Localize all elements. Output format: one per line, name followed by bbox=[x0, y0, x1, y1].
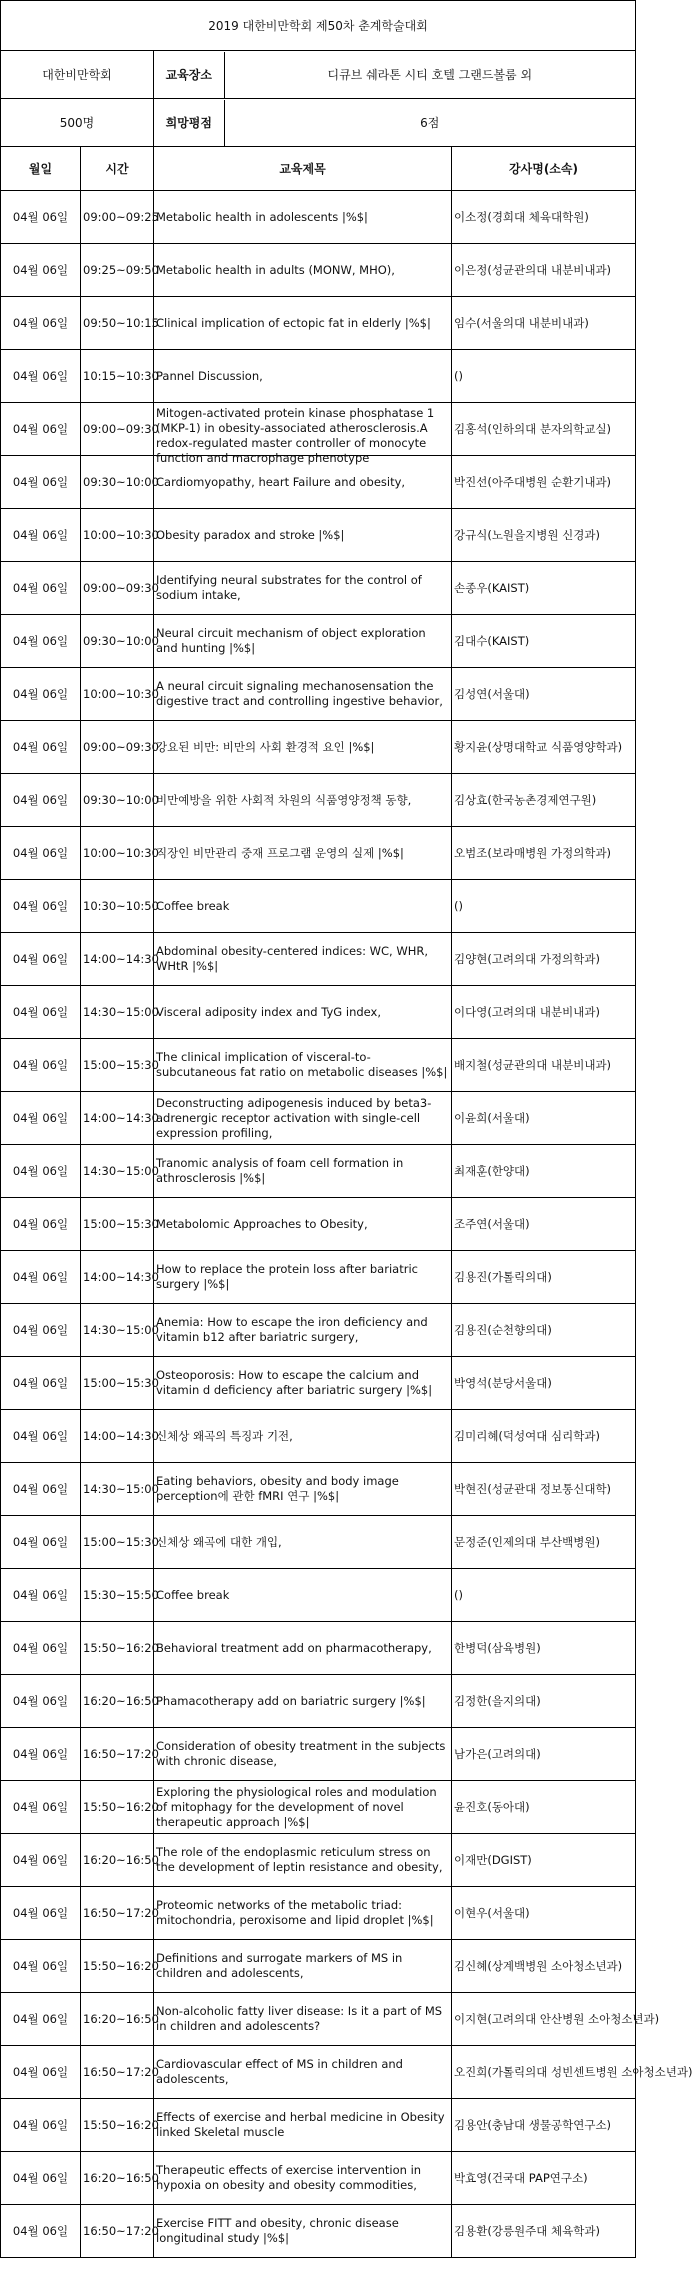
session-time: 14:00~14:30 bbox=[83, 1110, 159, 1125]
session-speaker: 이은정(성균관의대 내분비내과) bbox=[454, 262, 612, 277]
session-date: 04월 06일 bbox=[12, 1481, 69, 1496]
session-title: Mitogen-activated protein kinase phosphatase 1 (MKP-1) in obesity-associated atherosclerosis.A redox-regulated master controller of monocyte function and macrophage phenotype bbox=[156, 406, 435, 465]
session-time: 09:00~09:30 bbox=[83, 421, 159, 436]
session-time: 15:00~15:30 bbox=[83, 1216, 159, 1231]
session-time: 15:00~15:30 bbox=[83, 1057, 159, 1072]
session-speaker: 이소정(경희대 체육대학원) bbox=[454, 209, 589, 224]
session-speaker: 강규식(노원을지병원 신경과) bbox=[454, 527, 600, 542]
session-time: 16:50~17:20 bbox=[83, 2223, 159, 2238]
organizer: 대한비만학회 bbox=[1, 51, 154, 99]
table-row bbox=[1, 1675, 636, 1728]
session-speaker: () bbox=[454, 1587, 463, 1602]
session-date: 04월 06일 bbox=[12, 845, 69, 860]
table-row bbox=[1, 2046, 636, 2099]
session-time: 10:00~10:30 bbox=[83, 527, 159, 542]
session-time: 15:30~15:50 bbox=[83, 1587, 159, 1602]
table-row bbox=[1, 403, 636, 456]
session-title: Coffee break bbox=[156, 898, 230, 913]
table-row bbox=[1, 986, 636, 1039]
session-speaker: 김대수(KAIST) bbox=[454, 633, 530, 648]
session-date: 04월 06일 bbox=[12, 1057, 69, 1072]
session-date: 04월 06일 bbox=[12, 421, 69, 436]
session-date: 04월 06일 bbox=[12, 2170, 69, 2185]
session-date: 04월 06일 bbox=[12, 315, 69, 330]
title-row bbox=[1, 1, 636, 51]
session-time: 09:00~09:30 bbox=[83, 580, 159, 595]
session-time: 14:00~14:30 bbox=[83, 951, 159, 966]
score-label: 희망평점 bbox=[154, 100, 224, 146]
session-speaker: 배지철(성균관의대 내분비내과) bbox=[454, 1057, 612, 1072]
session-speaker: 박진선(아주대병원 순환기내과) bbox=[454, 474, 612, 489]
session-title: Metabolic health in adolescents |%$| bbox=[156, 209, 368, 224]
venue-row bbox=[1, 51, 636, 99]
session-date: 04월 06일 bbox=[12, 580, 69, 595]
session-date: 04월 06일 bbox=[12, 633, 69, 648]
session-speaker: 한병덕(삼육병원) bbox=[454, 1640, 541, 1655]
session-title: Cardiomyopathy, heart Failure and obesity, bbox=[156, 474, 406, 489]
session-time: 14:00~14:30 bbox=[83, 1428, 159, 1443]
table-row bbox=[1, 1092, 636, 1145]
session-title: Eating behaviors, obesity and body image perception에 관한 fMRI 연구 |%$| bbox=[156, 1474, 399, 1503]
session-speaker: 이윤희(서울대) bbox=[454, 1110, 530, 1125]
table-row bbox=[1, 1569, 636, 1622]
table-row bbox=[1, 1357, 636, 1410]
table-row bbox=[1, 721, 636, 774]
table-row bbox=[1, 1887, 636, 1940]
session-date: 04월 06일 bbox=[12, 1746, 69, 1761]
session-date: 04월 06일 bbox=[12, 474, 69, 489]
session-title: 직장인 비만관리 중재 프로그램 운영의 실제 |%$| bbox=[156, 845, 404, 860]
session-date: 04월 06일 bbox=[12, 262, 69, 277]
session-time: 16:20~16:50 bbox=[83, 2170, 159, 2185]
session-speaker: 김신혜(상계백병원 소아청소년과) bbox=[454, 1958, 623, 1973]
table-row bbox=[1, 1781, 636, 1834]
table-row bbox=[1, 615, 636, 668]
session-speaker: 황지윤(상명대학교 식품영양학과) bbox=[454, 739, 623, 754]
session-date: 04월 06일 bbox=[12, 2117, 69, 2132]
session-time: 10:00~10:30 bbox=[83, 845, 159, 860]
session-time: 16:20~16:50 bbox=[83, 1852, 159, 1867]
session-title: Tranomic analysis of foam cell formation in athrosclerosis |%$| bbox=[156, 1156, 404, 1185]
session-date: 04월 06일 bbox=[12, 1110, 69, 1125]
session-title: Anemia: How to escape the iron deficiency and vitamin b12 after bariatric surgery, bbox=[156, 1315, 428, 1344]
session-date: 04월 06일 bbox=[12, 2011, 69, 2026]
table-row bbox=[1, 1940, 636, 1993]
session-time: 09:25~09:50 bbox=[83, 262, 159, 277]
session-date: 04월 06일 bbox=[12, 209, 69, 224]
session-title: The clinical implication of visceral-to-subcutaneous fat ratio on metabolic diseases |%$| bbox=[156, 1050, 448, 1079]
table-row bbox=[1, 933, 636, 986]
session-time: 14:30~15:00 bbox=[83, 1163, 159, 1178]
session-date: 04월 06일 bbox=[12, 739, 69, 754]
session-speaker: 김상효(한국농촌경제연구원) bbox=[454, 792, 597, 807]
session-speaker: 임수(서울의대 내분비내과) bbox=[454, 315, 589, 330]
session-date: 04월 06일 bbox=[12, 1269, 69, 1284]
session-title: Metabolic health in adults (MONW, MHO), bbox=[156, 262, 395, 277]
session-speaker: 박효영(건국대 PAP연구소) bbox=[454, 2170, 588, 2185]
session-title: 신체상 왜곡의 특징과 기전, bbox=[156, 1428, 293, 1443]
session-time: 16:50~17:20 bbox=[83, 1746, 159, 1761]
session-time: 14:30~15:00 bbox=[83, 1481, 159, 1496]
session-time: 15:00~15:30 bbox=[83, 1375, 159, 1390]
session-title: Therapeutic effects of exercise intervention in hypoxia on obesity and obesity commodities, bbox=[156, 2163, 422, 2192]
session-title: Proteomic networks of the metabolic triad: mitochondria, peroxisome and lipid droplet |%$| bbox=[156, 1898, 434, 1927]
session-date: 04월 06일 bbox=[12, 1958, 69, 1973]
table-row bbox=[1, 2205, 636, 2258]
table-row bbox=[1, 1993, 636, 2046]
session-speaker: 김양현(고려의대 가정의학과) bbox=[454, 951, 600, 966]
session-date: 04월 06일 bbox=[12, 2223, 69, 2238]
session-time: 09:30~10:00 bbox=[83, 633, 159, 648]
session-speaker: 이재만(DGIST) bbox=[454, 1852, 532, 1867]
session-date: 04월 06일 bbox=[12, 1905, 69, 1920]
session-speaker: () bbox=[454, 898, 463, 913]
session-time: 15:50~16:20 bbox=[83, 1799, 159, 1814]
table-row bbox=[1, 827, 636, 880]
session-title: Cardiovascular effect of MS in children and adolescents, bbox=[156, 2057, 403, 2086]
session-speaker: 김성연(서울대) bbox=[454, 686, 530, 701]
column-header-row bbox=[1, 147, 636, 191]
session-time: 10:30~10:50 bbox=[83, 898, 159, 913]
session-time: 10:15~10:30 bbox=[83, 368, 159, 383]
session-time: 10:00~10:30 bbox=[83, 686, 159, 701]
session-date: 04월 06일 bbox=[12, 1534, 69, 1549]
session-date: 04월 06일 bbox=[12, 1852, 69, 1867]
session-date: 04월 06일 bbox=[12, 951, 69, 966]
table-row bbox=[1, 1410, 636, 1463]
table-row bbox=[1, 562, 636, 615]
session-title: How to replace the protein loss after bariatric surgery |%$| bbox=[156, 1262, 418, 1291]
session-date: 04월 06일 bbox=[12, 2064, 69, 2079]
session-title: Exercise FITT and obesity, chronic disease longitudinal study |%$| bbox=[156, 2216, 399, 2245]
session-speaker: 조주연(서울대) bbox=[454, 1216, 530, 1231]
capacity-row bbox=[1, 99, 636, 147]
session-title: Visceral adiposity index and TyG index, bbox=[156, 1004, 381, 1019]
session-speaker: 오진희(가톨릭의대 성빈센트병원 소아청소년과) bbox=[454, 2064, 692, 2079]
table-row bbox=[1, 774, 636, 827]
document-title: 2019 대한비만학회 제50차 춘계학술대회 bbox=[1, 1, 636, 51]
session-title: Consideration of obesity treatment in the subjects with chronic disease, bbox=[156, 1739, 446, 1768]
table-row bbox=[1, 297, 636, 350]
session-date: 04월 06일 bbox=[12, 1216, 69, 1231]
session-speaker: 김정한(을지의대) bbox=[454, 1693, 541, 1708]
session-title: 신체상 왜곡에 대한 개입, bbox=[156, 1534, 282, 1549]
session-speaker: 김용진(가톨릭의대) bbox=[454, 1269, 552, 1284]
session-date: 04월 06일 bbox=[12, 1375, 69, 1390]
session-time: 15:50~16:20 bbox=[83, 1958, 159, 1973]
session-title: Phamacotherapy add on bariatric surgery |%$| bbox=[156, 1693, 426, 1708]
session-title: Abdominal obesity-centered indices: WC, WHR, WHtR |%$| bbox=[156, 944, 428, 973]
session-speaker: 김용진(순천향의대) bbox=[454, 1322, 552, 1337]
session-time: 15:50~16:20 bbox=[83, 2117, 159, 2132]
session-speaker: 남가은(고려의대) bbox=[454, 1746, 541, 1761]
session-title: Clinical implication of ectopic fat in elderly |%$| bbox=[156, 315, 431, 330]
session-date: 04월 06일 bbox=[12, 1428, 69, 1443]
capacity: 500명 bbox=[1, 99, 154, 147]
session-title: Osteoporosis: How to escape the calcium and vitamin d deficiency after bariatric surgery |%$| bbox=[156, 1368, 433, 1397]
session-title: 강요된 비만: 비만의 사회 환경적 요인 |%$| bbox=[156, 739, 375, 754]
session-title: Deconstructing adipogenesis induced by beta3-adrenergic receptor activation with single-cell expression profiling, bbox=[156, 1095, 432, 1140]
session-time: 09:30~10:00 bbox=[83, 792, 159, 807]
column-header-date: 월일 bbox=[1, 147, 81, 191]
session-speaker: 윤진호(동아대) bbox=[454, 1799, 530, 1814]
table-row bbox=[1, 1198, 636, 1251]
session-speaker: 박영석(분당서울대) bbox=[454, 1375, 552, 1390]
session-title: Coffee break bbox=[156, 1587, 230, 1602]
session-speaker: 문정준(인제의대 부산백병원) bbox=[454, 1534, 600, 1549]
session-date: 04월 06일 bbox=[12, 686, 69, 701]
session-speaker: 박현진(성균관대 정보통신대학) bbox=[454, 1481, 612, 1496]
column-header-time: 시간 bbox=[81, 147, 154, 191]
session-speaker: 김용환(강릉원주대 체육학과) bbox=[454, 2223, 600, 2238]
session-title: A neural circuit signaling mechanosensation the digestive tract and controlling ingestive behavior, bbox=[156, 679, 443, 708]
session-title: 비만예방을 위한 사회적 차원의 식품영양정책 동향, bbox=[156, 792, 412, 807]
session-title: Effects of exercise and herbal medicine in Obesity linked Skeletal muscle bbox=[156, 2110, 445, 2139]
table-row bbox=[1, 1728, 636, 1781]
session-time: 09:30~10:00 bbox=[83, 474, 159, 489]
venue-label: 교육장소 bbox=[154, 52, 224, 98]
session-speaker: 오범조(보라매병원 가정의학과) bbox=[454, 845, 612, 860]
table-row bbox=[1, 244, 636, 297]
session-date: 04월 06일 bbox=[12, 1587, 69, 1602]
session-speaker: 최재훈(한양대) bbox=[454, 1163, 530, 1178]
session-title: Pannel Discussion, bbox=[156, 368, 263, 383]
session-time: 16:20~16:50 bbox=[83, 1693, 159, 1708]
table-row bbox=[1, 1463, 636, 1516]
session-date: 04월 06일 bbox=[12, 1004, 69, 1019]
session-date: 04월 06일 bbox=[12, 368, 69, 383]
session-time: 09:50~10:15 bbox=[83, 315, 159, 330]
session-time: 16:50~17:20 bbox=[83, 1905, 159, 1920]
session-date: 04월 06일 bbox=[12, 898, 69, 913]
session-time: 16:20~16:50 bbox=[83, 2011, 159, 2026]
session-speaker: 김홍석(인하의대 분자의학교실) bbox=[454, 421, 612, 436]
session-speaker: () bbox=[454, 368, 463, 383]
session-title: Exploring the physiological roles and modulation of mitophagy for the development of novel therapeutic approach |%$| bbox=[156, 1784, 437, 1829]
table-row bbox=[1, 509, 636, 562]
session-time: 16:50~17:20 bbox=[83, 2064, 159, 2079]
session-time: 14:30~15:00 bbox=[83, 1322, 159, 1337]
table-row bbox=[1, 880, 636, 933]
session-date: 04월 06일 bbox=[12, 1163, 69, 1178]
table-row bbox=[1, 2152, 636, 2205]
session-speaker: 이지현(고려의대 안산병원 소아청소년과) bbox=[454, 2011, 660, 2026]
session-speaker: 이다영(고려의대 내분비내과) bbox=[454, 1004, 600, 1019]
session-time: 14:30~15:00 bbox=[83, 1004, 159, 1019]
session-date: 04월 06일 bbox=[12, 1322, 69, 1337]
session-speaker: 김미리혜(덕성여대 심리학과) bbox=[454, 1428, 600, 1443]
session-date: 04월 06일 bbox=[12, 1640, 69, 1655]
session-title: Metabolomic Approaches to Obesity, bbox=[156, 1216, 368, 1231]
session-title: Neural circuit mechanism of object exploration and hunting |%$| bbox=[156, 626, 426, 655]
session-title: Non-alcoholic fatty liver disease: Is it a part of MS in children and adolescents? bbox=[156, 2004, 443, 2033]
session-speaker: 김용안(충남대 생물공학연구소) bbox=[454, 2117, 612, 2132]
session-title: Identifying neural substrates for the control of sodium intake, bbox=[156, 573, 422, 602]
session-time: 14:00~14:30 bbox=[83, 1269, 159, 1284]
venue-value: 디큐브 쉐라톤 시티 호텔 그랜드볼룸 외 bbox=[327, 68, 533, 82]
table-row bbox=[1, 1251, 636, 1304]
session-date: 04월 06일 bbox=[12, 1799, 69, 1814]
table-row bbox=[1, 1834, 636, 1887]
session-time: 15:50~16:20 bbox=[83, 1640, 159, 1655]
session-date: 04월 06일 bbox=[12, 792, 69, 807]
table-row bbox=[1, 1516, 636, 1569]
session-title: Behavioral treatment add on pharmacotherapy, bbox=[156, 1640, 432, 1655]
session-time: 15:00~15:30 bbox=[83, 1534, 159, 1549]
session-date: 04월 06일 bbox=[12, 1693, 69, 1708]
session-speaker: 이현우(서울대) bbox=[454, 1905, 530, 1920]
column-header-title: 교육제목 bbox=[154, 147, 452, 191]
table-row bbox=[1, 1622, 636, 1675]
session-time: 09:00~09:30 bbox=[83, 739, 159, 754]
table-row bbox=[1, 1039, 636, 1092]
session-speaker: 손종우(KAIST) bbox=[454, 580, 530, 595]
table-row bbox=[1, 1145, 636, 1198]
table-row bbox=[1, 668, 636, 721]
session-title: The role of the endoplasmic reticulum stress on the development of leptin resistance and obesity, bbox=[156, 1845, 443, 1874]
table-row bbox=[1, 2099, 636, 2152]
session-time: 09:00~09:25 bbox=[83, 209, 159, 224]
score-value: 6점 bbox=[420, 116, 440, 130]
table-row bbox=[1, 191, 636, 244]
session-title: Definitions and surrogate markers of MS in children and adolescents, bbox=[156, 1951, 403, 1980]
session-title: Obesity paradox and stroke |%$| bbox=[156, 527, 345, 542]
table-row bbox=[1, 350, 636, 403]
session-list bbox=[1, 191, 692, 2258]
table-row bbox=[1, 1304, 636, 1357]
session-date: 04월 06일 bbox=[12, 527, 69, 542]
column-header-speaker: 강사명(소속) bbox=[452, 147, 636, 191]
